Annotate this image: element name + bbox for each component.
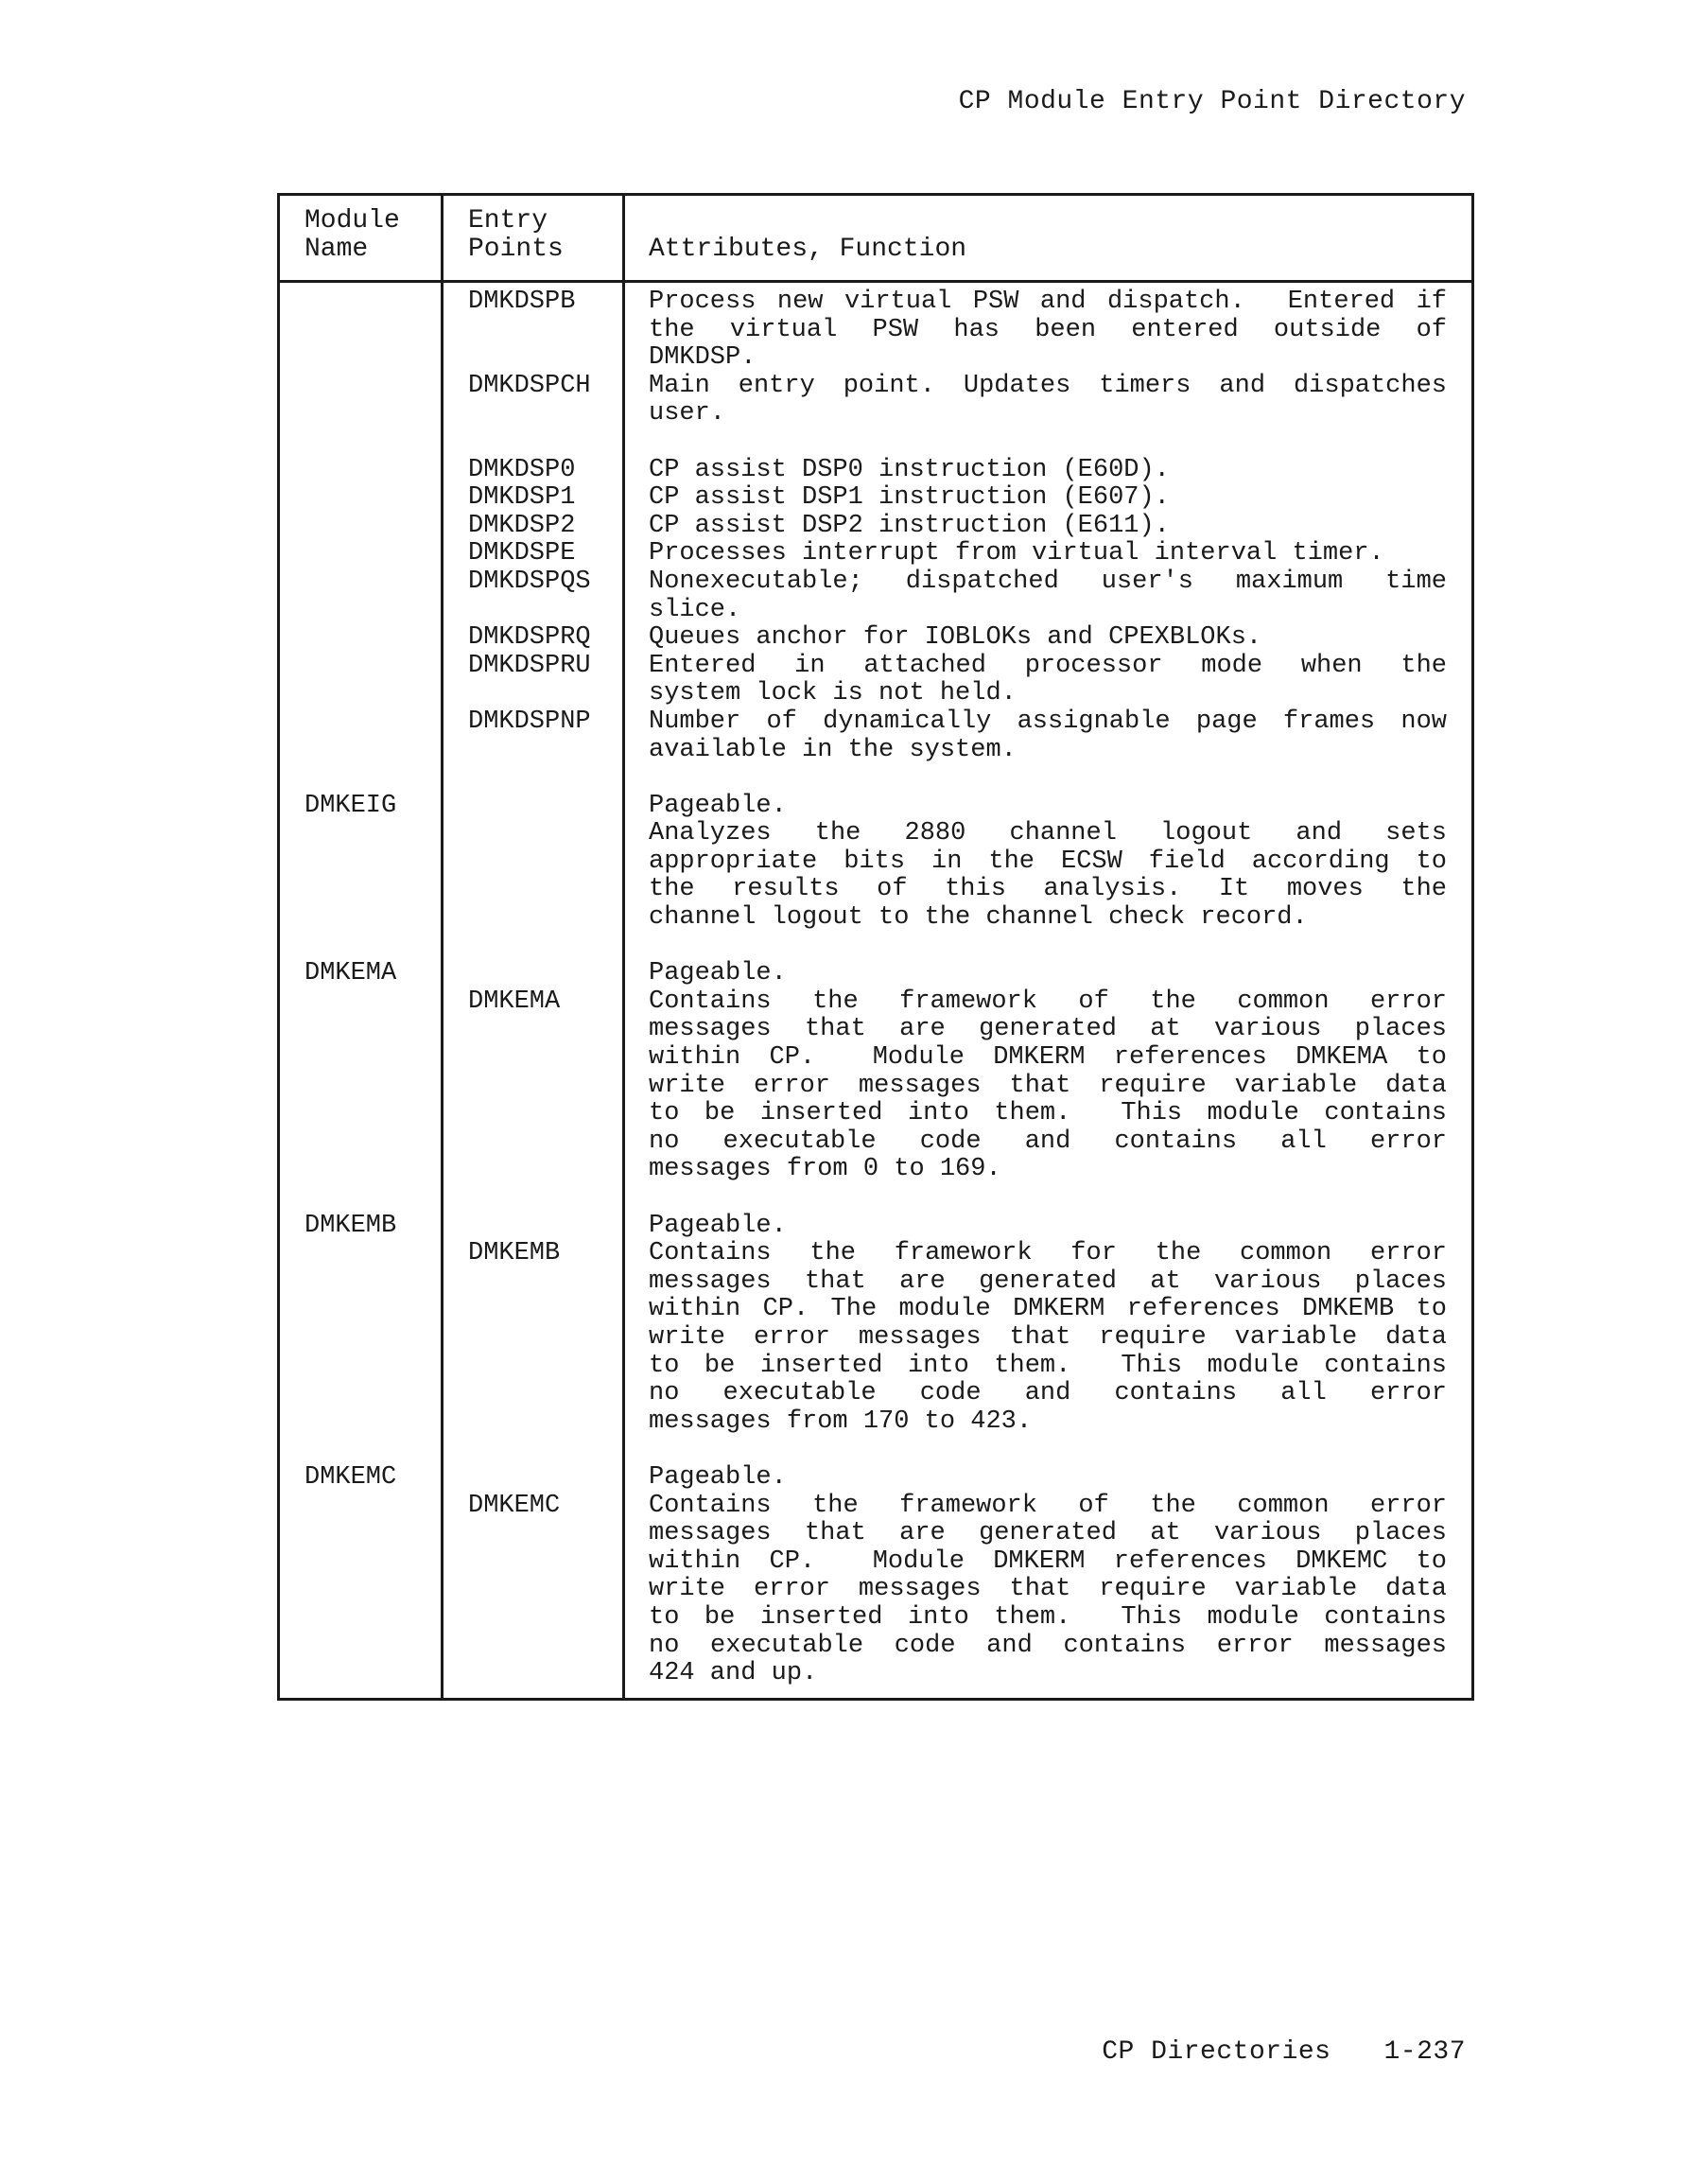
table-row bbox=[280, 317, 1471, 345]
function-text-cell: Pageable. bbox=[649, 1462, 787, 1492]
table-row bbox=[280, 1464, 1471, 1493]
module-name-cell bbox=[280, 1324, 441, 1353]
function-text-cell: no executable code and contains error messages bbox=[649, 1631, 1447, 1660]
entry-point-cell bbox=[441, 1660, 622, 1688]
module-name-cell bbox=[280, 1296, 441, 1324]
function-text-cell: Pageable. bbox=[649, 791, 787, 820]
module-name-cell bbox=[280, 568, 441, 597]
function-text-cell: slice. bbox=[649, 595, 741, 624]
table-row bbox=[280, 624, 1471, 653]
module-name-cell bbox=[280, 1044, 441, 1073]
table-body bbox=[280, 288, 1471, 1688]
entry-point-cell bbox=[441, 1520, 622, 1548]
module-name-cell bbox=[280, 1240, 441, 1268]
function-text-cell: 424 and up. bbox=[649, 1659, 818, 1688]
entry-point-cell: DMKDSP2 bbox=[468, 511, 576, 540]
entry-point-cell bbox=[441, 1353, 622, 1381]
table-row bbox=[280, 1240, 1471, 1268]
function-text-cell: Contains the framework for the common error bbox=[649, 1239, 1447, 1268]
header-entry-points: Entry Points bbox=[468, 206, 564, 264]
entry-point-cell: DMKDSPB bbox=[468, 288, 576, 316]
function-text-cell: appropriate bits in the ECSW field according to bbox=[649, 847, 1447, 876]
table-row bbox=[280, 597, 1471, 625]
entry-point-cell: DMKDSPNP bbox=[468, 707, 591, 736]
table-row bbox=[280, 1044, 1471, 1073]
function-text-cell: the results of this analysis. It moves the bbox=[649, 875, 1447, 904]
entry-point-cell bbox=[441, 933, 622, 961]
entry-point-cell bbox=[441, 1184, 622, 1213]
table-row bbox=[280, 1268, 1471, 1297]
function-text-cell: within CP. Module DMKERM references DMKEMA to bbox=[649, 1043, 1447, 1073]
entry-point-table bbox=[277, 193, 1474, 1701]
table-row bbox=[280, 373, 1471, 401]
function-text-cell: write error messages that require variable data bbox=[649, 1071, 1447, 1100]
function-text-cell bbox=[622, 1436, 1471, 1464]
function-text-cell: messages from 170 to 423. bbox=[649, 1406, 1033, 1436]
function-text-cell: CP assist DSP1 instruction (E607). bbox=[649, 483, 1170, 513]
function-text-cell: to be inserted into them. This module contains bbox=[649, 1351, 1447, 1380]
running-head: CP Module Entry Point Directory bbox=[958, 87, 1466, 116]
function-text-cell: available in the system. bbox=[649, 735, 1017, 764]
page-footer bbox=[1102, 2037, 1466, 2067]
table-row bbox=[280, 540, 1471, 568]
function-text-cell: Pageable. bbox=[649, 959, 787, 988]
header-attributes-function: Attributes, Function bbox=[649, 235, 967, 264]
function-text-cell: Process new virtual PSW and dispatch. Entered if bbox=[649, 288, 1447, 316]
function-text-cell: system lock is not held. bbox=[649, 679, 1017, 708]
function-text-cell: Queues anchor for IOBLOKs and CPEXBLOKs. bbox=[649, 623, 1262, 653]
table-row bbox=[280, 288, 1471, 317]
function-text-cell bbox=[622, 1184, 1471, 1213]
table-row bbox=[280, 1576, 1471, 1604]
entry-point-cell bbox=[441, 317, 622, 345]
module-name-cell: DMKEMB bbox=[304, 1211, 397, 1240]
module-name-cell bbox=[280, 820, 441, 848]
module-name-cell bbox=[280, 1353, 441, 1381]
table-row bbox=[280, 708, 1471, 737]
module-name-cell bbox=[280, 513, 441, 541]
entry-point-cell bbox=[441, 820, 622, 848]
table-row bbox=[280, 904, 1471, 933]
entry-point-cell bbox=[441, 1408, 622, 1437]
entry-point-cell: DMKDSPCH bbox=[468, 371, 591, 400]
table-row bbox=[280, 1380, 1471, 1408]
module-name-cell bbox=[280, 428, 441, 457]
function-text-cell bbox=[622, 764, 1471, 793]
function-text-cell: Number of dynamically assignable page frames now bbox=[649, 707, 1447, 736]
module-name-cell bbox=[280, 708, 441, 737]
entry-point-cell bbox=[441, 344, 622, 373]
table-row bbox=[280, 1633, 1471, 1661]
entry-point-cell: DMKDSP1 bbox=[468, 483, 576, 513]
function-text-cell: Main entry point. Updates timers and dispatches bbox=[649, 371, 1447, 400]
table-row bbox=[280, 680, 1471, 708]
entry-point-cell: DMKDSPQS bbox=[468, 567, 591, 596]
module-name-cell bbox=[280, 848, 441, 877]
function-text-cell: DMKDSP. bbox=[649, 343, 757, 373]
entry-point-cell bbox=[441, 1213, 622, 1241]
module-name-cell bbox=[280, 680, 441, 708]
table-row bbox=[280, 1408, 1471, 1437]
entry-point-cell bbox=[441, 428, 622, 457]
module-name-cell bbox=[280, 737, 441, 765]
module-name-cell bbox=[280, 484, 441, 513]
entry-point-cell bbox=[441, 1268, 622, 1297]
module-name-cell bbox=[280, 1073, 441, 1101]
entry-point-cell bbox=[441, 848, 622, 877]
entry-point-cell bbox=[441, 1436, 622, 1464]
entry-point-cell bbox=[441, 1464, 622, 1493]
module-name-cell: DMKEIG bbox=[304, 791, 397, 820]
module-name-cell bbox=[280, 344, 441, 373]
entry-point-cell bbox=[441, 597, 622, 625]
entry-point-cell: DMKEMA bbox=[468, 987, 561, 1016]
table-row bbox=[280, 1184, 1471, 1213]
module-name-cell bbox=[280, 624, 441, 653]
module-name-cell bbox=[280, 1016, 441, 1044]
entry-point-cell: DMKEMC bbox=[468, 1491, 561, 1520]
table-row bbox=[280, 1100, 1471, 1128]
function-text-cell: write error messages that require variable data bbox=[649, 1322, 1447, 1352]
entry-point-cell bbox=[441, 737, 622, 765]
entry-point-cell: DMKDSPE bbox=[468, 539, 576, 568]
table-row bbox=[280, 1436, 1471, 1464]
entry-point-cell bbox=[441, 793, 622, 821]
module-name-cell bbox=[280, 1436, 441, 1464]
entry-point-cell bbox=[441, 876, 622, 904]
function-text-cell: within CP. Module DMKERM references DMKEMC to bbox=[649, 1546, 1447, 1576]
table-row bbox=[280, 1073, 1471, 1101]
entry-point-cell bbox=[441, 680, 622, 708]
module-name-cell bbox=[280, 1660, 441, 1688]
module-name-cell bbox=[280, 317, 441, 345]
module-name-cell: DMKEMC bbox=[304, 1462, 397, 1492]
entry-point-cell bbox=[441, 1604, 622, 1633]
entry-point-cell bbox=[441, 1073, 622, 1101]
entry-point-cell bbox=[441, 1128, 622, 1157]
module-name-cell bbox=[280, 1184, 441, 1213]
table-row bbox=[280, 848, 1471, 877]
table-row bbox=[280, 820, 1471, 848]
table-row bbox=[280, 457, 1471, 485]
module-name-cell bbox=[280, 904, 441, 933]
function-text-cell: Nonexecutable; dispatched user's maximum time bbox=[649, 567, 1447, 596]
function-text-cell: write error messages that require variable data bbox=[649, 1575, 1447, 1604]
table-row bbox=[280, 513, 1471, 541]
function-text-cell: messages from 0 to 169. bbox=[649, 1155, 1001, 1184]
module-name-cell bbox=[280, 288, 441, 317]
table-row bbox=[280, 960, 1471, 988]
entry-point-cell: DMKDSPRU bbox=[468, 651, 591, 680]
function-text-cell: Entered in attached processor mode when the bbox=[649, 651, 1447, 680]
table-row bbox=[280, 344, 1471, 373]
table-row bbox=[280, 737, 1471, 765]
entry-point-cell bbox=[441, 1156, 622, 1184]
module-name-cell bbox=[280, 400, 441, 428]
module-name-cell bbox=[280, 1520, 441, 1548]
table-row bbox=[280, 400, 1471, 428]
table-row bbox=[280, 1128, 1471, 1157]
table-row bbox=[280, 933, 1471, 961]
module-name-cell bbox=[280, 1408, 441, 1437]
function-text-cell: to be inserted into them. This module contains bbox=[649, 1602, 1447, 1632]
module-name-cell bbox=[280, 373, 441, 401]
entry-point-cell bbox=[441, 1100, 622, 1128]
footer-section: CP Directories bbox=[1102, 2037, 1331, 2067]
table-row bbox=[280, 428, 1471, 457]
module-name-cell bbox=[280, 1493, 441, 1521]
table-row bbox=[280, 1353, 1471, 1381]
function-text-cell: Analyzes the 2880 channel logout and sets bbox=[649, 819, 1447, 848]
entry-point-cell bbox=[441, 1016, 622, 1044]
table-row bbox=[280, 876, 1471, 904]
table-row bbox=[280, 1016, 1471, 1044]
entry-point-cell: DMKDSPRQ bbox=[468, 623, 591, 653]
entry-point-cell bbox=[441, 764, 622, 793]
function-text-cell: CP assist DSP2 instruction (E611). bbox=[649, 511, 1170, 540]
entry-point-cell bbox=[441, 400, 622, 428]
table-row bbox=[280, 1324, 1471, 1353]
function-text-cell: user. bbox=[649, 399, 726, 428]
function-text-cell: Pageable. bbox=[649, 1211, 787, 1240]
table-row bbox=[280, 653, 1471, 681]
table-row bbox=[280, 1213, 1471, 1241]
entry-point-cell bbox=[441, 1548, 622, 1577]
table-row bbox=[280, 764, 1471, 793]
header-module-name: Module Name bbox=[304, 206, 400, 264]
entry-point-cell bbox=[441, 1324, 622, 1353]
table-row bbox=[280, 1156, 1471, 1184]
function-text-cell: within CP. The module DMKERM references DMKEMB to bbox=[649, 1295, 1447, 1324]
function-text-cell: CP assist DSP0 instruction (E60D). bbox=[649, 455, 1170, 484]
table-row bbox=[280, 1520, 1471, 1548]
table-row bbox=[280, 484, 1471, 513]
module-name-cell: DMKEMA bbox=[304, 959, 397, 988]
entry-point-cell bbox=[441, 1296, 622, 1324]
module-name-cell bbox=[280, 1548, 441, 1577]
module-name-cell bbox=[280, 933, 441, 961]
module-name-cell bbox=[280, 597, 441, 625]
function-text-cell: Processes interrupt from virtual interval timer. bbox=[649, 539, 1384, 568]
module-name-cell bbox=[280, 540, 441, 568]
module-name-cell bbox=[280, 764, 441, 793]
function-text-cell: messages that are generated at various places bbox=[649, 1267, 1447, 1296]
module-name-cell bbox=[280, 1156, 441, 1184]
table-row bbox=[280, 568, 1471, 597]
module-name-cell bbox=[280, 1128, 441, 1157]
module-name-cell bbox=[280, 457, 441, 485]
table-row bbox=[280, 1296, 1471, 1324]
entry-point-cell bbox=[441, 960, 622, 988]
module-name-cell bbox=[280, 1100, 441, 1128]
function-text-cell: Contains the framework of the common error bbox=[649, 987, 1447, 1016]
page-number: 1-237 bbox=[1383, 2037, 1466, 2067]
module-name-cell bbox=[280, 1268, 441, 1297]
module-name-cell bbox=[280, 1633, 441, 1661]
function-text-cell: to be inserted into them. This module contains bbox=[649, 1099, 1447, 1128]
entry-point-cell: DMKDSP0 bbox=[468, 455, 576, 484]
module-name-cell bbox=[280, 1380, 441, 1408]
module-name-cell bbox=[280, 653, 441, 681]
function-text-cell bbox=[622, 933, 1471, 961]
entry-point-cell bbox=[441, 904, 622, 933]
table-row bbox=[280, 793, 1471, 821]
function-text-cell: no executable code and contains all error bbox=[649, 1127, 1447, 1156]
entry-point-cell: DMKEMB bbox=[468, 1239, 561, 1268]
table-row bbox=[280, 1604, 1471, 1633]
module-name-cell bbox=[280, 876, 441, 904]
entry-point-cell bbox=[441, 1633, 622, 1661]
entry-point-cell bbox=[441, 1044, 622, 1073]
module-name-cell bbox=[280, 988, 441, 1017]
module-name-cell bbox=[280, 1576, 441, 1604]
table-row bbox=[280, 988, 1471, 1017]
function-text-cell: messages that are generated at various places bbox=[649, 1015, 1447, 1044]
function-text-cell: channel logout to the channel check record. bbox=[649, 903, 1308, 933]
table-row bbox=[280, 1660, 1471, 1688]
function-text-cell: Contains the framework of the common error bbox=[649, 1491, 1447, 1520]
module-name-cell bbox=[280, 1604, 441, 1633]
entry-point-cell bbox=[441, 1576, 622, 1604]
entry-point-cell bbox=[441, 1380, 622, 1408]
function-text-cell: messages that are generated at various places bbox=[649, 1519, 1447, 1548]
function-text-cell: the virtual PSW has been entered outside of bbox=[649, 315, 1447, 344]
function-text-cell: no executable code and contains all error bbox=[649, 1379, 1447, 1408]
header-divider bbox=[280, 280, 1471, 283]
function-text-cell bbox=[622, 428, 1471, 457]
table-row bbox=[280, 1493, 1471, 1521]
table-row bbox=[280, 1548, 1471, 1577]
